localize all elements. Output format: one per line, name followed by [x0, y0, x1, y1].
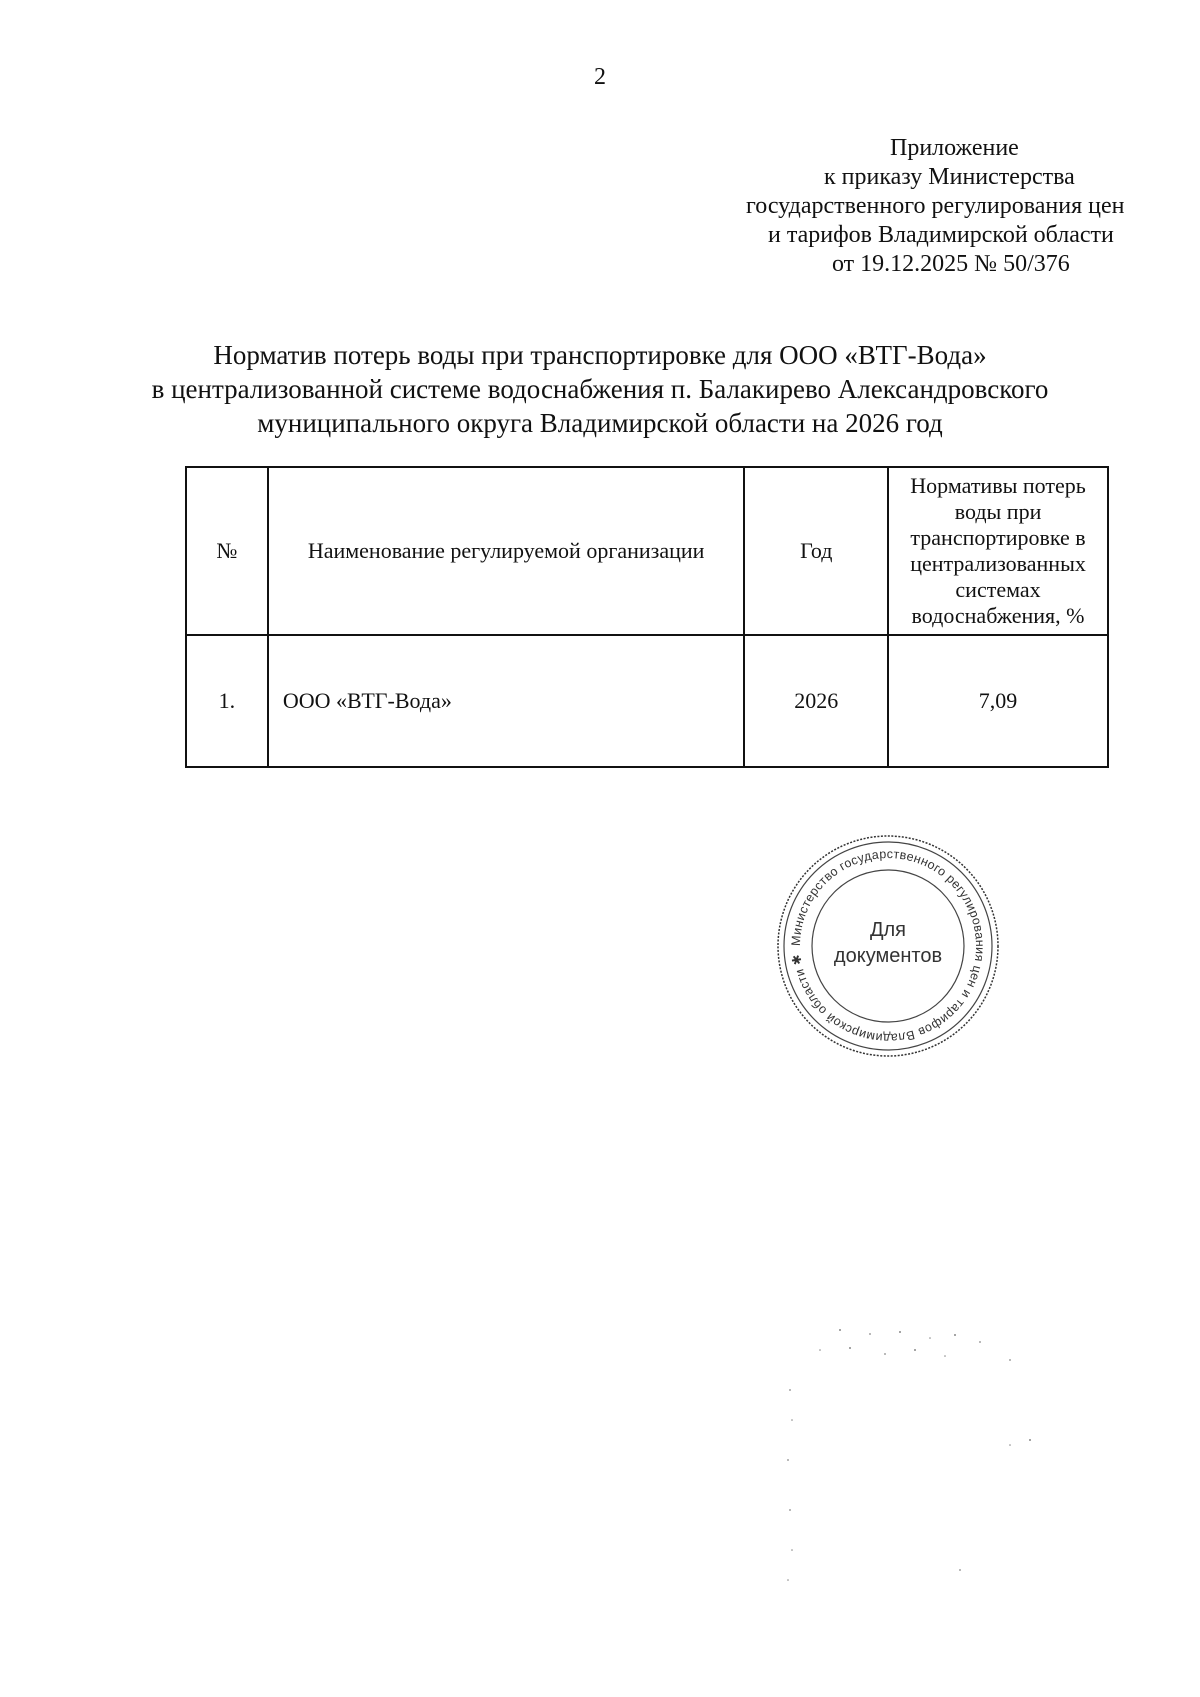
appendix-block	[740, 134, 1130, 279]
title-line: муниципального округа Владимирской области на 2026 год	[257, 408, 943, 438]
header-norm-line: водоснабжения, %	[911, 603, 1085, 628]
title-line: Норматив потерь воды при транспортировке для ООО «ВТГ-Вода»	[213, 340, 987, 370]
scan-specks	[780, 1320, 1060, 1600]
norm-table	[185, 466, 1109, 768]
cell-value: 7,09	[888, 635, 1108, 767]
appendix-line: и тарифов Владимирской области	[768, 222, 1114, 248]
cell-organization: ООО «ВТГ-Вода»	[268, 635, 745, 767]
table-header-row	[186, 467, 1108, 635]
table-row	[186, 635, 1108, 767]
cell-number: 1.	[186, 635, 268, 767]
header-norm	[888, 467, 1108, 635]
appendix-line: к приказу Министерства	[824, 164, 1075, 190]
document-title	[0, 338, 1200, 440]
header-number: №	[186, 467, 268, 635]
header-norm-line: системах	[955, 577, 1041, 602]
seal-ring-text: Министерство государственного регулирования цен и тарифов Владимирской области ✱	[788, 846, 988, 1046]
cell-year: 2026	[744, 635, 888, 767]
appendix-line: Приложение	[890, 135, 1019, 161]
title-line: в централизованной системе водоснабжения п. Балакирево Александровского	[151, 374, 1049, 404]
header-organization: Наименование регулируемой организации	[268, 467, 745, 635]
header-norm-line: Нормативы потерь	[910, 473, 1086, 498]
appendix-line: от 19.12.2025 № 50/376	[832, 251, 1070, 277]
page-number: 2	[594, 64, 606, 90]
header-norm-line: воды при	[954, 499, 1042, 524]
seal-center-line: документов	[833, 945, 943, 967]
header-year: Год	[744, 467, 888, 635]
header-norm-line: транспортировке в	[910, 525, 1086, 550]
seal-center-line: Для	[869, 919, 907, 941]
appendix-line: государственного регулирования цен	[746, 193, 1125, 219]
official-seal	[774, 832, 1002, 1060]
header-norm-line: централизованных	[910, 551, 1086, 576]
